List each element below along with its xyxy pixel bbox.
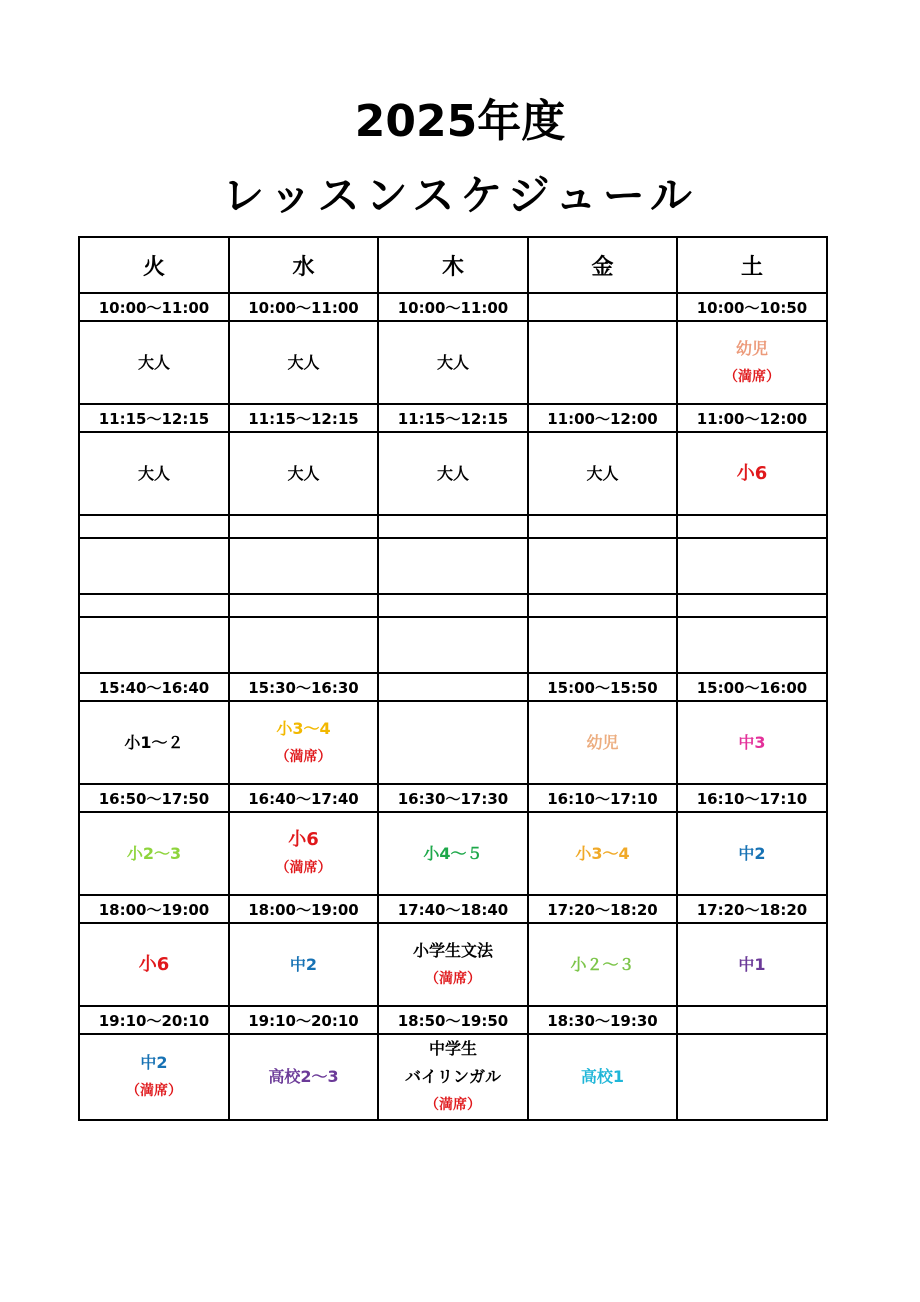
- class-cell-thu: [378, 321, 528, 404]
- class-name: 中3: [738, 732, 766, 752]
- day-header-wed: 水: [229, 237, 378, 293]
- empty-row: [79, 515, 827, 538]
- class-cell-tue: [79, 701, 229, 784]
- class-name: 小6: [288, 828, 319, 850]
- class-row: [79, 812, 827, 895]
- schedule-body: [79, 293, 827, 1120]
- time-cell-fri: 16:10～17:10: [528, 784, 677, 812]
- time-cell-fri: 17:20～18:20: [528, 895, 677, 923]
- time-cell-thu: [378, 673, 528, 701]
- empty-cell: [79, 594, 229, 617]
- full-badge: （満席）: [126, 1083, 182, 1099]
- class-name: 中2: [140, 1053, 168, 1072]
- lesson-schedule-table: [78, 236, 828, 1121]
- class-name: 幼児: [586, 732, 619, 752]
- empty-cell: [378, 538, 528, 594]
- full-badge: （満席）: [425, 970, 481, 987]
- class-row: [79, 1034, 827, 1120]
- class-name: 大人: [586, 463, 619, 483]
- class-name: 幼児: [735, 338, 768, 358]
- time-cell-sat: 10:00～10:50: [677, 293, 827, 321]
- time-cell-sat: [677, 1006, 827, 1034]
- class-cell-wed: [229, 432, 378, 515]
- class-cell-wed: [229, 923, 378, 1006]
- empty-cell: [229, 538, 378, 594]
- full-badge: （満席）: [425, 1097, 481, 1113]
- empty-cell: [79, 538, 229, 594]
- class-cell-sat: [677, 701, 827, 784]
- class-name: 小6: [138, 953, 170, 975]
- empty-cell: [79, 515, 229, 538]
- class-cell-wed: [229, 701, 378, 784]
- class-name: 大人: [287, 463, 320, 483]
- class-name: バイリンガル: [404, 1067, 501, 1086]
- empty-cell: [229, 594, 378, 617]
- time-cell-tue: 15:40～16:40: [79, 673, 229, 701]
- day-header-tue: 火: [79, 237, 229, 293]
- time-row: [79, 673, 827, 701]
- class-cell-fri: [528, 321, 677, 404]
- time-cell-fri: [528, 293, 677, 321]
- time-cell-sat: 15:00～16:00: [677, 673, 827, 701]
- class-name: 大人: [436, 352, 469, 372]
- class-name: 小学生文法: [412, 940, 493, 960]
- day-header-sat: 土: [677, 237, 827, 293]
- time-cell-fri: 15:00～15:50: [528, 673, 677, 701]
- time-cell-tue: 18:00～19:00: [79, 895, 229, 923]
- class-name: 小3～4: [575, 843, 630, 863]
- class-name: 中2: [738, 843, 766, 863]
- time-cell-sat: 17:20～18:20: [677, 895, 827, 923]
- time-cell-tue: 10:00～11:00: [79, 293, 229, 321]
- class-cell-tue: [79, 812, 229, 895]
- class-row: [79, 701, 827, 784]
- time-cell-wed: 18:00～19:00: [229, 895, 378, 923]
- time-cell-thu: 10:00～11:00: [378, 293, 528, 321]
- empty-cell: [79, 617, 229, 673]
- class-name: 大人: [287, 352, 320, 372]
- class-cell-tue: [79, 432, 229, 515]
- class-name: 小1～２: [124, 732, 184, 752]
- class-row: [79, 923, 827, 1006]
- page-title-schedule: レッスンスケジュール: [222, 171, 698, 220]
- empty-cell: [229, 515, 378, 538]
- empty-row: [79, 538, 827, 594]
- class-cell-wed: [229, 1034, 378, 1120]
- full-badge: （満席）: [724, 368, 780, 385]
- time-cell-wed: 19:10～20:10: [229, 1006, 378, 1034]
- time-cell-thu: 17:40～18:40: [378, 895, 528, 923]
- time-cell-wed: 15:30～16:30: [229, 673, 378, 701]
- time-cell-thu: 18:50～19:50: [378, 1006, 528, 1034]
- class-cell-fri: [528, 923, 677, 1006]
- class-name: 小3～4: [276, 718, 331, 738]
- day-header-fri: 金: [528, 237, 677, 293]
- empty-cell: [677, 538, 827, 594]
- time-cell-thu: 11:15～12:15: [378, 404, 528, 432]
- empty-cell: [528, 538, 677, 594]
- class-cell-thu: [378, 432, 528, 515]
- empty-cell: [677, 515, 827, 538]
- class-name: 大人: [137, 463, 170, 483]
- time-cell-tue: 16:50～17:50: [79, 784, 229, 812]
- empty-row: [79, 617, 827, 673]
- class-name: 小6: [736, 462, 768, 484]
- time-row: [79, 293, 827, 321]
- class-name: 中1: [738, 954, 766, 974]
- class-cell-wed: [229, 812, 378, 895]
- class-cell-tue: [79, 923, 229, 1006]
- time-cell-wed: 16:40～17:40: [229, 784, 378, 812]
- time-row: [79, 404, 827, 432]
- class-row: [79, 321, 827, 404]
- class-name: 大人: [436, 463, 469, 483]
- time-cell-tue: 19:10～20:10: [79, 1006, 229, 1034]
- empty-cell: [229, 617, 378, 673]
- empty-cell: [378, 594, 528, 617]
- empty-cell: [528, 594, 677, 617]
- full-badge: （満席）: [275, 859, 332, 876]
- class-name: 小２～３: [570, 954, 635, 974]
- class-cell-sat: [677, 321, 827, 404]
- class-row: [79, 432, 827, 515]
- empty-cell: [378, 515, 528, 538]
- class-name: 高校1: [580, 1067, 625, 1086]
- class-name: 小4～５: [423, 843, 483, 863]
- class-name: 小2～3: [126, 843, 182, 863]
- time-row: [79, 1006, 827, 1034]
- empty-cell: [378, 617, 528, 673]
- class-cell-thu: [378, 701, 528, 784]
- class-name: 高校2～3: [268, 1067, 339, 1086]
- class-name: 中2: [289, 954, 318, 974]
- time-row: [79, 895, 827, 923]
- time-cell-fri: 18:30～19:30: [528, 1006, 677, 1034]
- class-cell-thu: [378, 1034, 528, 1120]
- class-cell-fri: [528, 701, 677, 784]
- time-cell-wed: 10:00～11:00: [229, 293, 378, 321]
- class-cell-tue: [79, 321, 229, 404]
- class-cell-fri: [528, 432, 677, 515]
- empty-row: [79, 594, 827, 617]
- time-cell-tue: 11:15～12:15: [79, 404, 229, 432]
- class-cell-thu: [378, 923, 528, 1006]
- class-name: 中学生: [428, 1039, 477, 1058]
- class-name: 大人: [137, 352, 170, 372]
- full-badge: （満席）: [275, 748, 332, 765]
- class-cell-wed: [229, 321, 378, 404]
- time-cell-wed: 11:15～12:15: [229, 404, 378, 432]
- day-header-row: [79, 237, 827, 293]
- class-cell-sat: [677, 1034, 827, 1120]
- day-header-thu: 木: [378, 237, 528, 293]
- class-cell-fri: [528, 1034, 677, 1120]
- page-title-year: 2025年度: [354, 96, 566, 147]
- class-cell-tue: [79, 1034, 229, 1120]
- class-cell-thu: [378, 812, 528, 895]
- class-cell-sat: [677, 432, 827, 515]
- class-cell-sat: [677, 812, 827, 895]
- time-cell-sat: 11:00～12:00: [677, 404, 827, 432]
- time-cell-fri: 11:00～12:00: [528, 404, 677, 432]
- empty-cell: [528, 515, 677, 538]
- time-row: [79, 784, 827, 812]
- empty-cell: [528, 617, 677, 673]
- empty-cell: [677, 617, 827, 673]
- time-cell-sat: 16:10～17:10: [677, 784, 827, 812]
- class-cell-sat: [677, 923, 827, 1006]
- empty-cell: [677, 594, 827, 617]
- time-cell-thu: 16:30～17:30: [378, 784, 528, 812]
- class-cell-fri: [528, 812, 677, 895]
